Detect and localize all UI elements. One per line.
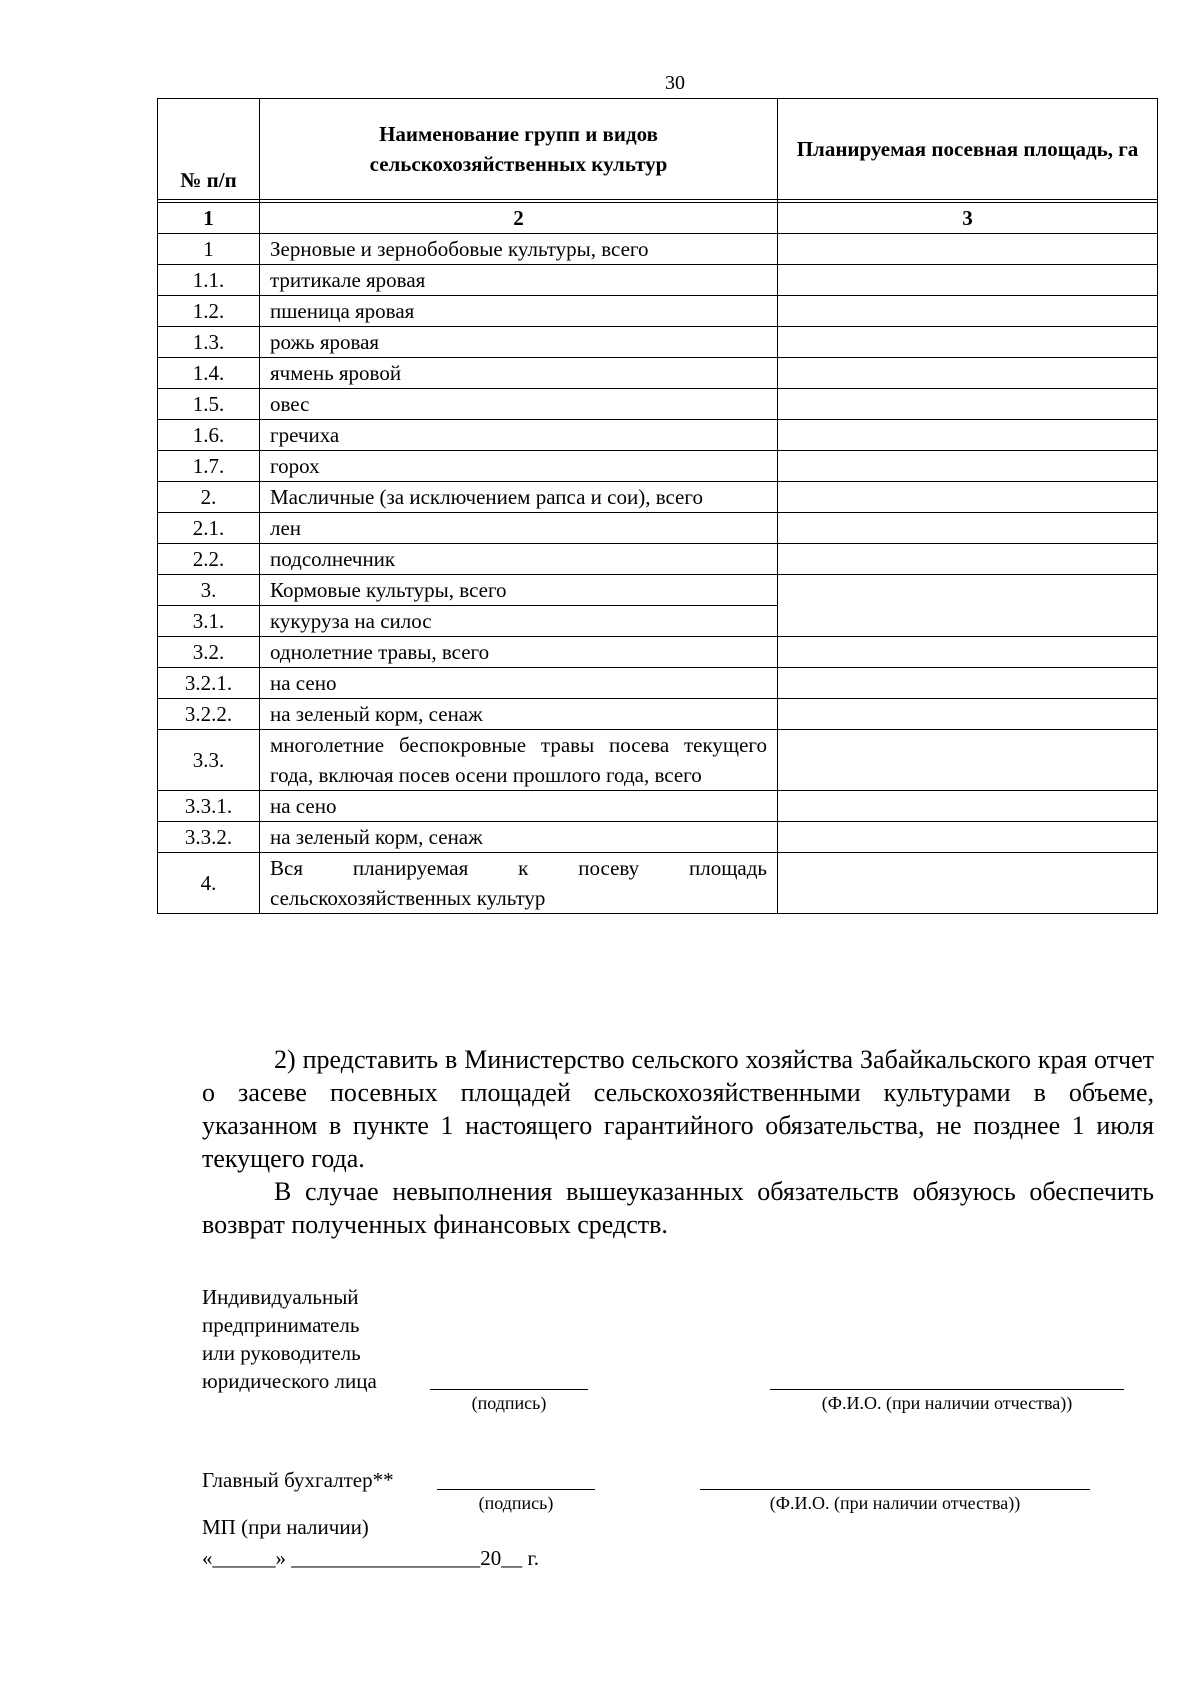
row-number: 1.6. [158, 420, 260, 451]
table-row [158, 575, 1158, 606]
column-index-row [158, 203, 1158, 234]
row-crop-name: Зерновые и зернобобовые культуры, всего [260, 234, 778, 265]
row-area-cell[interactable] [778, 296, 1158, 327]
stamp-label: МП (при наличии) [202, 1515, 369, 1539]
row-number: 1.3. [158, 327, 260, 358]
row-crop-name: горох [260, 451, 778, 482]
row-area-cell[interactable] [778, 699, 1158, 730]
table-row [158, 730, 1158, 791]
row-area-cell[interactable] [778, 853, 1158, 914]
table-row [158, 389, 1158, 420]
row-number: 2. [158, 482, 260, 513]
row-crop-name: подсолнечник [260, 544, 778, 575]
row-crop-name: однолетние травы, всего [260, 637, 778, 668]
row-crop-name: на зеленый корм, сенаж [260, 822, 778, 853]
paragraph-refund: В случае невыполнения вышеуказанных обязательств обязуюсь обеспечить возврат полученных финансовых средств. [202, 1177, 1154, 1239]
table-row [158, 637, 1158, 668]
crops-table [157, 98, 1158, 914]
row-number: 4. [158, 853, 260, 914]
row-area-cell[interactable] [778, 327, 1158, 358]
row-crop-name: овес [260, 389, 778, 420]
table-row [158, 668, 1158, 699]
row-crop-name: Масличные (за исключением рапса и сои), всего [260, 482, 778, 513]
row-area-cell[interactable] [778, 791, 1158, 822]
row-area-cell[interactable] [778, 482, 1158, 513]
row-area-cell[interactable] [778, 389, 1158, 420]
fio-caption: (Ф.И.О. (при наличии отчества)) [821, 1393, 1073, 1413]
entrepreneur-label-line: Индивидуальный [202, 1285, 359, 1309]
table-row [158, 327, 1158, 358]
row-crop-name: на зеленый корм, сенаж [260, 699, 778, 730]
accountant-signature-line[interactable] [437, 1489, 595, 1490]
accountant-fio-line[interactable] [700, 1489, 1090, 1490]
column-index-1: 1 [158, 203, 260, 234]
row-area-cell[interactable] [778, 730, 1158, 791]
row-crop-name: Вся планируемая к посеву площадь сельскохозяйственных культур [260, 853, 778, 914]
obligation-text [202, 1043, 1154, 1241]
row-area-cell[interactable] [778, 265, 1158, 296]
row-area-cell[interactable] [778, 234, 1158, 265]
row-area-cell[interactable] [778, 637, 1158, 668]
date-line[interactable]: «______» __________________20__ г. [202, 1546, 539, 1570]
row-area-cell[interactable] [778, 513, 1158, 544]
table-row [158, 234, 1158, 265]
table-row [158, 699, 1158, 730]
row-number: 3.2.2. [158, 699, 260, 730]
row-crop-name: на сено [260, 791, 778, 822]
table-row [158, 791, 1158, 822]
table-row [158, 265, 1158, 296]
row-number: 3.1. [158, 606, 260, 637]
row-number: 3.3.1. [158, 791, 260, 822]
paragraph-report: 2) представить в Министерство сельского хозяйства Забайкальского края отчет о засеве посевных площадей сельскохозяйственными культурами в объеме, указанном в пункте 1 настоящего гарантийного обязательства, не позднее 1 июля текущего года. [202, 1045, 1154, 1173]
column-index-2: 2 [260, 203, 778, 234]
row-number: 1.7. [158, 451, 260, 482]
row-area-cell[interactable] [778, 451, 1158, 482]
signature-caption: (подпись) [471, 1393, 547, 1413]
row-number: 1.2. [158, 296, 260, 327]
row-crop-name: многолетние беспокровные травы посева текущего года, включая посев осени прошлого года, всего [260, 730, 778, 791]
row-crop-name: кукуруза на силос [260, 606, 778, 637]
row-area-cell-merged[interactable] [778, 575, 1158, 637]
row-number: 1.5. [158, 389, 260, 420]
table-row [158, 853, 1158, 914]
row-number: 3.3. [158, 730, 260, 791]
page-number: 30 [665, 72, 685, 94]
row-crop-name: лен [260, 513, 778, 544]
row-crop-name: пшеница яровая [260, 296, 778, 327]
header-planned-area: Планируемая посевная площадь, га [778, 99, 1158, 200]
table-header-row [158, 99, 1158, 200]
accountant-label: Главный бухгалтер** [202, 1468, 394, 1492]
row-number: 3.2.1. [158, 668, 260, 699]
entrepreneur-label-line: или руководитель [202, 1341, 361, 1365]
row-area-cell[interactable] [778, 544, 1158, 575]
row-crop-name: на сено [260, 668, 778, 699]
row-crop-name: тритикале яровая [260, 265, 778, 296]
entrepreneur-label-line: юридического лица [202, 1369, 377, 1393]
entrepreneur-label [202, 1283, 462, 1395]
table-row [158, 482, 1158, 513]
row-number: 1.1. [158, 265, 260, 296]
row-area-cell[interactable] [778, 358, 1158, 389]
column-index-3: 3 [778, 203, 1158, 234]
row-crop-name: рожь яровая [260, 327, 778, 358]
accountant-signature-caption: (подпись) [478, 1493, 554, 1513]
row-number: 3.2. [158, 637, 260, 668]
fio-line[interactable] [770, 1389, 1124, 1390]
header-crop-name: Наименование групп и видов сельскохозяйственных культур [260, 99, 778, 200]
row-number: 2.1. [158, 513, 260, 544]
accountant-fio-caption: (Ф.И.О. (при наличии отчества)) [769, 1493, 1021, 1513]
table-row [158, 544, 1158, 575]
row-crop-name: гречиха [260, 420, 778, 451]
table-row [158, 451, 1158, 482]
entrepreneur-label-line: предприниматель [202, 1313, 360, 1337]
header-number: № п/п [158, 99, 260, 200]
table-row [158, 513, 1158, 544]
signature-line[interactable] [430, 1389, 588, 1390]
row-area-cell[interactable] [778, 822, 1158, 853]
table-row [158, 822, 1158, 853]
row-crop-name: Кормовые культуры, всего [260, 575, 778, 606]
row-number: 1.4. [158, 358, 260, 389]
row-area-cell[interactable] [778, 668, 1158, 699]
table-row [158, 358, 1158, 389]
row-number: 1 [158, 234, 260, 265]
table-row [158, 420, 1158, 451]
row-area-cell[interactable] [778, 420, 1158, 451]
row-number: 2.2. [158, 544, 260, 575]
table-row [158, 296, 1158, 327]
row-crop-name: ячмень яровой [260, 358, 778, 389]
row-number: 3.3.2. [158, 822, 260, 853]
row-number: 3. [158, 575, 260, 606]
